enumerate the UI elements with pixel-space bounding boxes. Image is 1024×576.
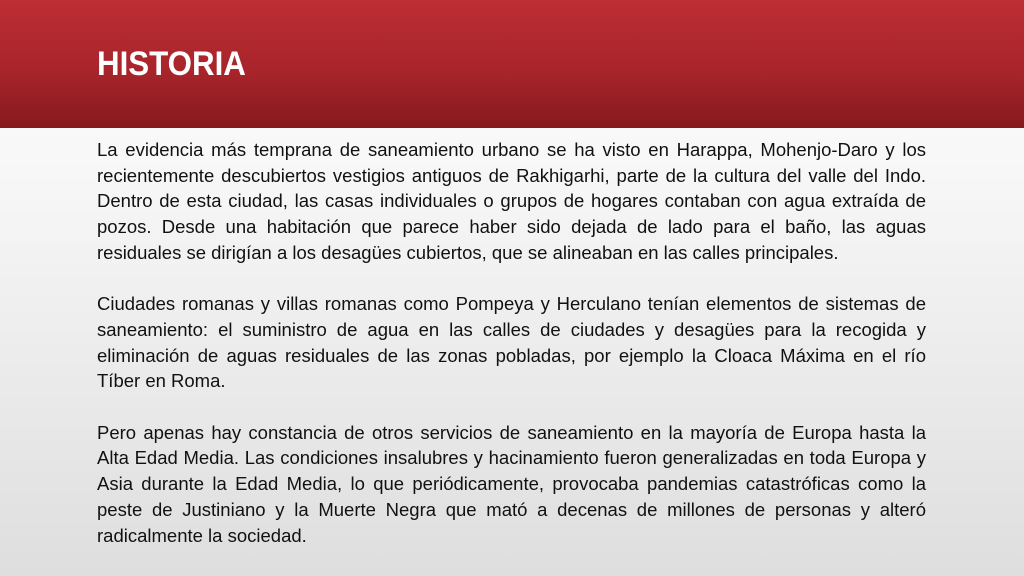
slide-title: HISTORIA [97, 45, 246, 83]
title-banner [0, 0, 1024, 128]
paragraph-indus-valley: La evidencia más temprana de saneamiento urbano se ha visto en Harappa, Mohenjo-Daro y los recientemente descubiertos vestigios antiguos de Rakhigarhi, parte de la cultura del valle del Indo. Dentro de esta ciudad, las casas individuales o grupos de hogares contaban con agua extraída de pozos. Desde una habitación que parece haber sido dejada de lado para el baño, las aguas residuales se dirigían a los desagües cubiertos, que se alineaban en las calles principales. [97, 139, 926, 263]
paragraph-roman-cities: Ciudades romanas y villas romanas como Pompeya y Herculano tenían elementos de sistemas de saneamiento: el suministro de agua en las calles de ciudades y desagües para la recogida y eliminación de aguas residuales de las zonas pobladas, por ejemplo la Cloaca Máxima en el río Tíber en Roma. [97, 293, 926, 392]
slide-body [97, 137, 926, 548]
paragraph-middle-ages: Pero apenas hay constancia de otros servicios de saneamiento en la mayoría de Europa hasta la Alta Edad Media. Las condiciones insalubres y hacinamiento fueron generalizadas en toda Europa y Asia durante la Edad Media, lo que periódicamente, provocaba pandemias catastróficas como la peste de Justiniano y la Muerte Negra que mató a decenas de millones de personas y alteró radicalmente la sociedad. [97, 421, 926, 546]
